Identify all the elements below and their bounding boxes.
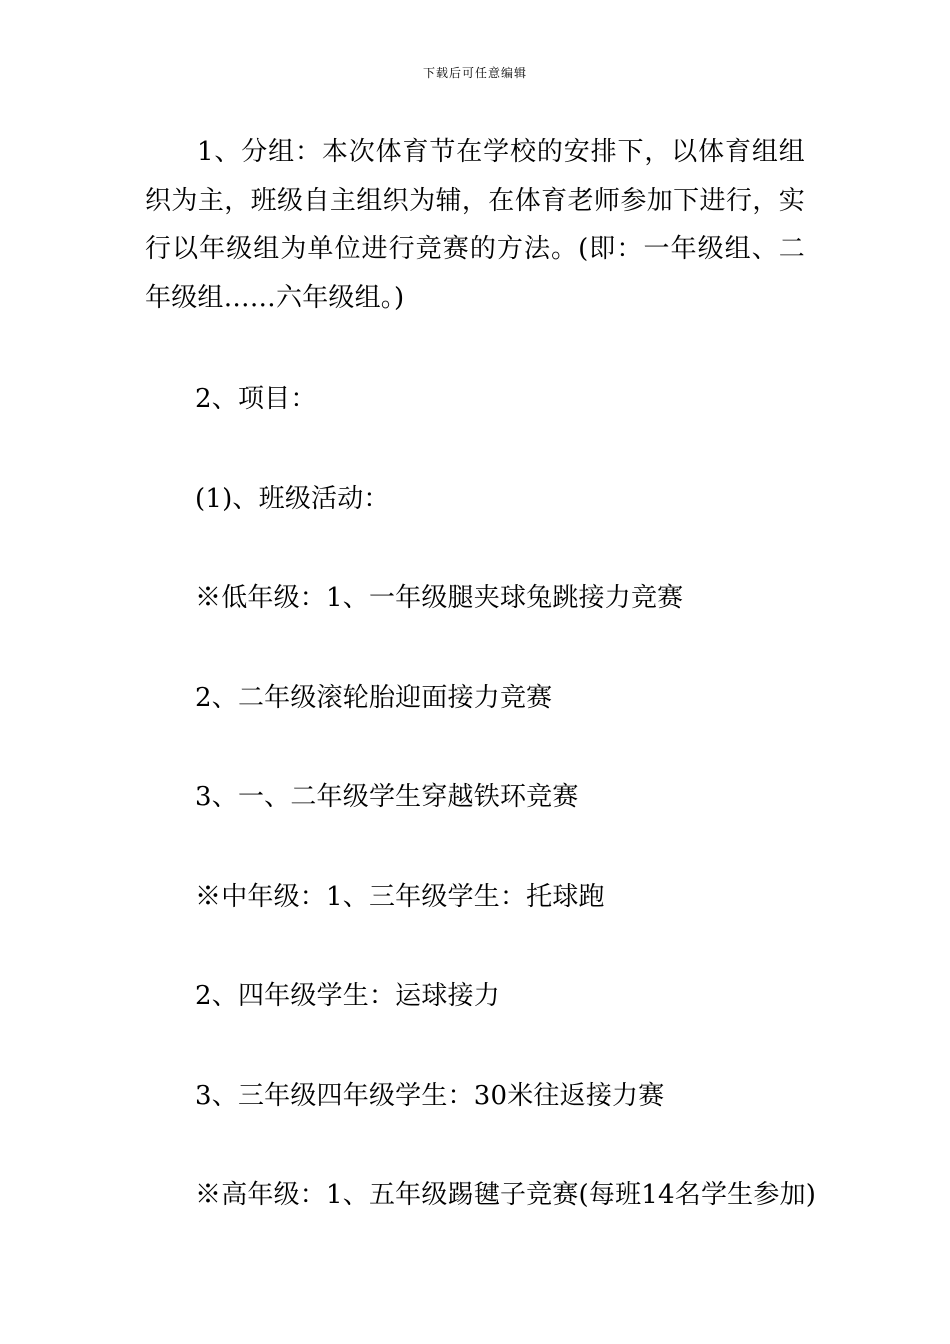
subheading-class-activities: (1)、班级活动： [195, 484, 390, 514]
list-item-lower-grade-3: 3、一、二年级学生穿越铁环竞赛 [195, 782, 579, 812]
list-item-middle-grade-3: 3、三年级四年级学生：30米往返接力赛 [195, 1081, 665, 1111]
page-header-note: 下载后可任意编辑 [422, 66, 527, 80]
item-heading-projects: 2、项目： [195, 384, 317, 414]
paragraph-grouping: 1、分组：本次体育节在学校的安排下，以体育组组织为主，班级自主组织为辅，在体育老师参加下进行，实行以年级组为单位进行竞赛的方法。(即：一年级组、二年级组……六年级组。) [145, 137, 805, 313]
document-body [145, 128, 805, 322]
list-item-lower-grade-2: 2、二年级滚轮胎迎面接力竞赛 [195, 683, 553, 713]
list-item-middle-grade-1: ※中年级：1、三年级学生：托球跑 [195, 882, 605, 912]
list-item-lower-grade-1: ※低年级：1、一年级腿夹球兔跳接力竞赛 [195, 583, 684, 613]
list-item-upper-grade-1: ※高年级：1、五年级踢毽子竞赛(每班14名学生参加) [195, 1180, 817, 1210]
list-item-middle-grade-2: 2、四年级学生：运球接力 [195, 981, 500, 1011]
